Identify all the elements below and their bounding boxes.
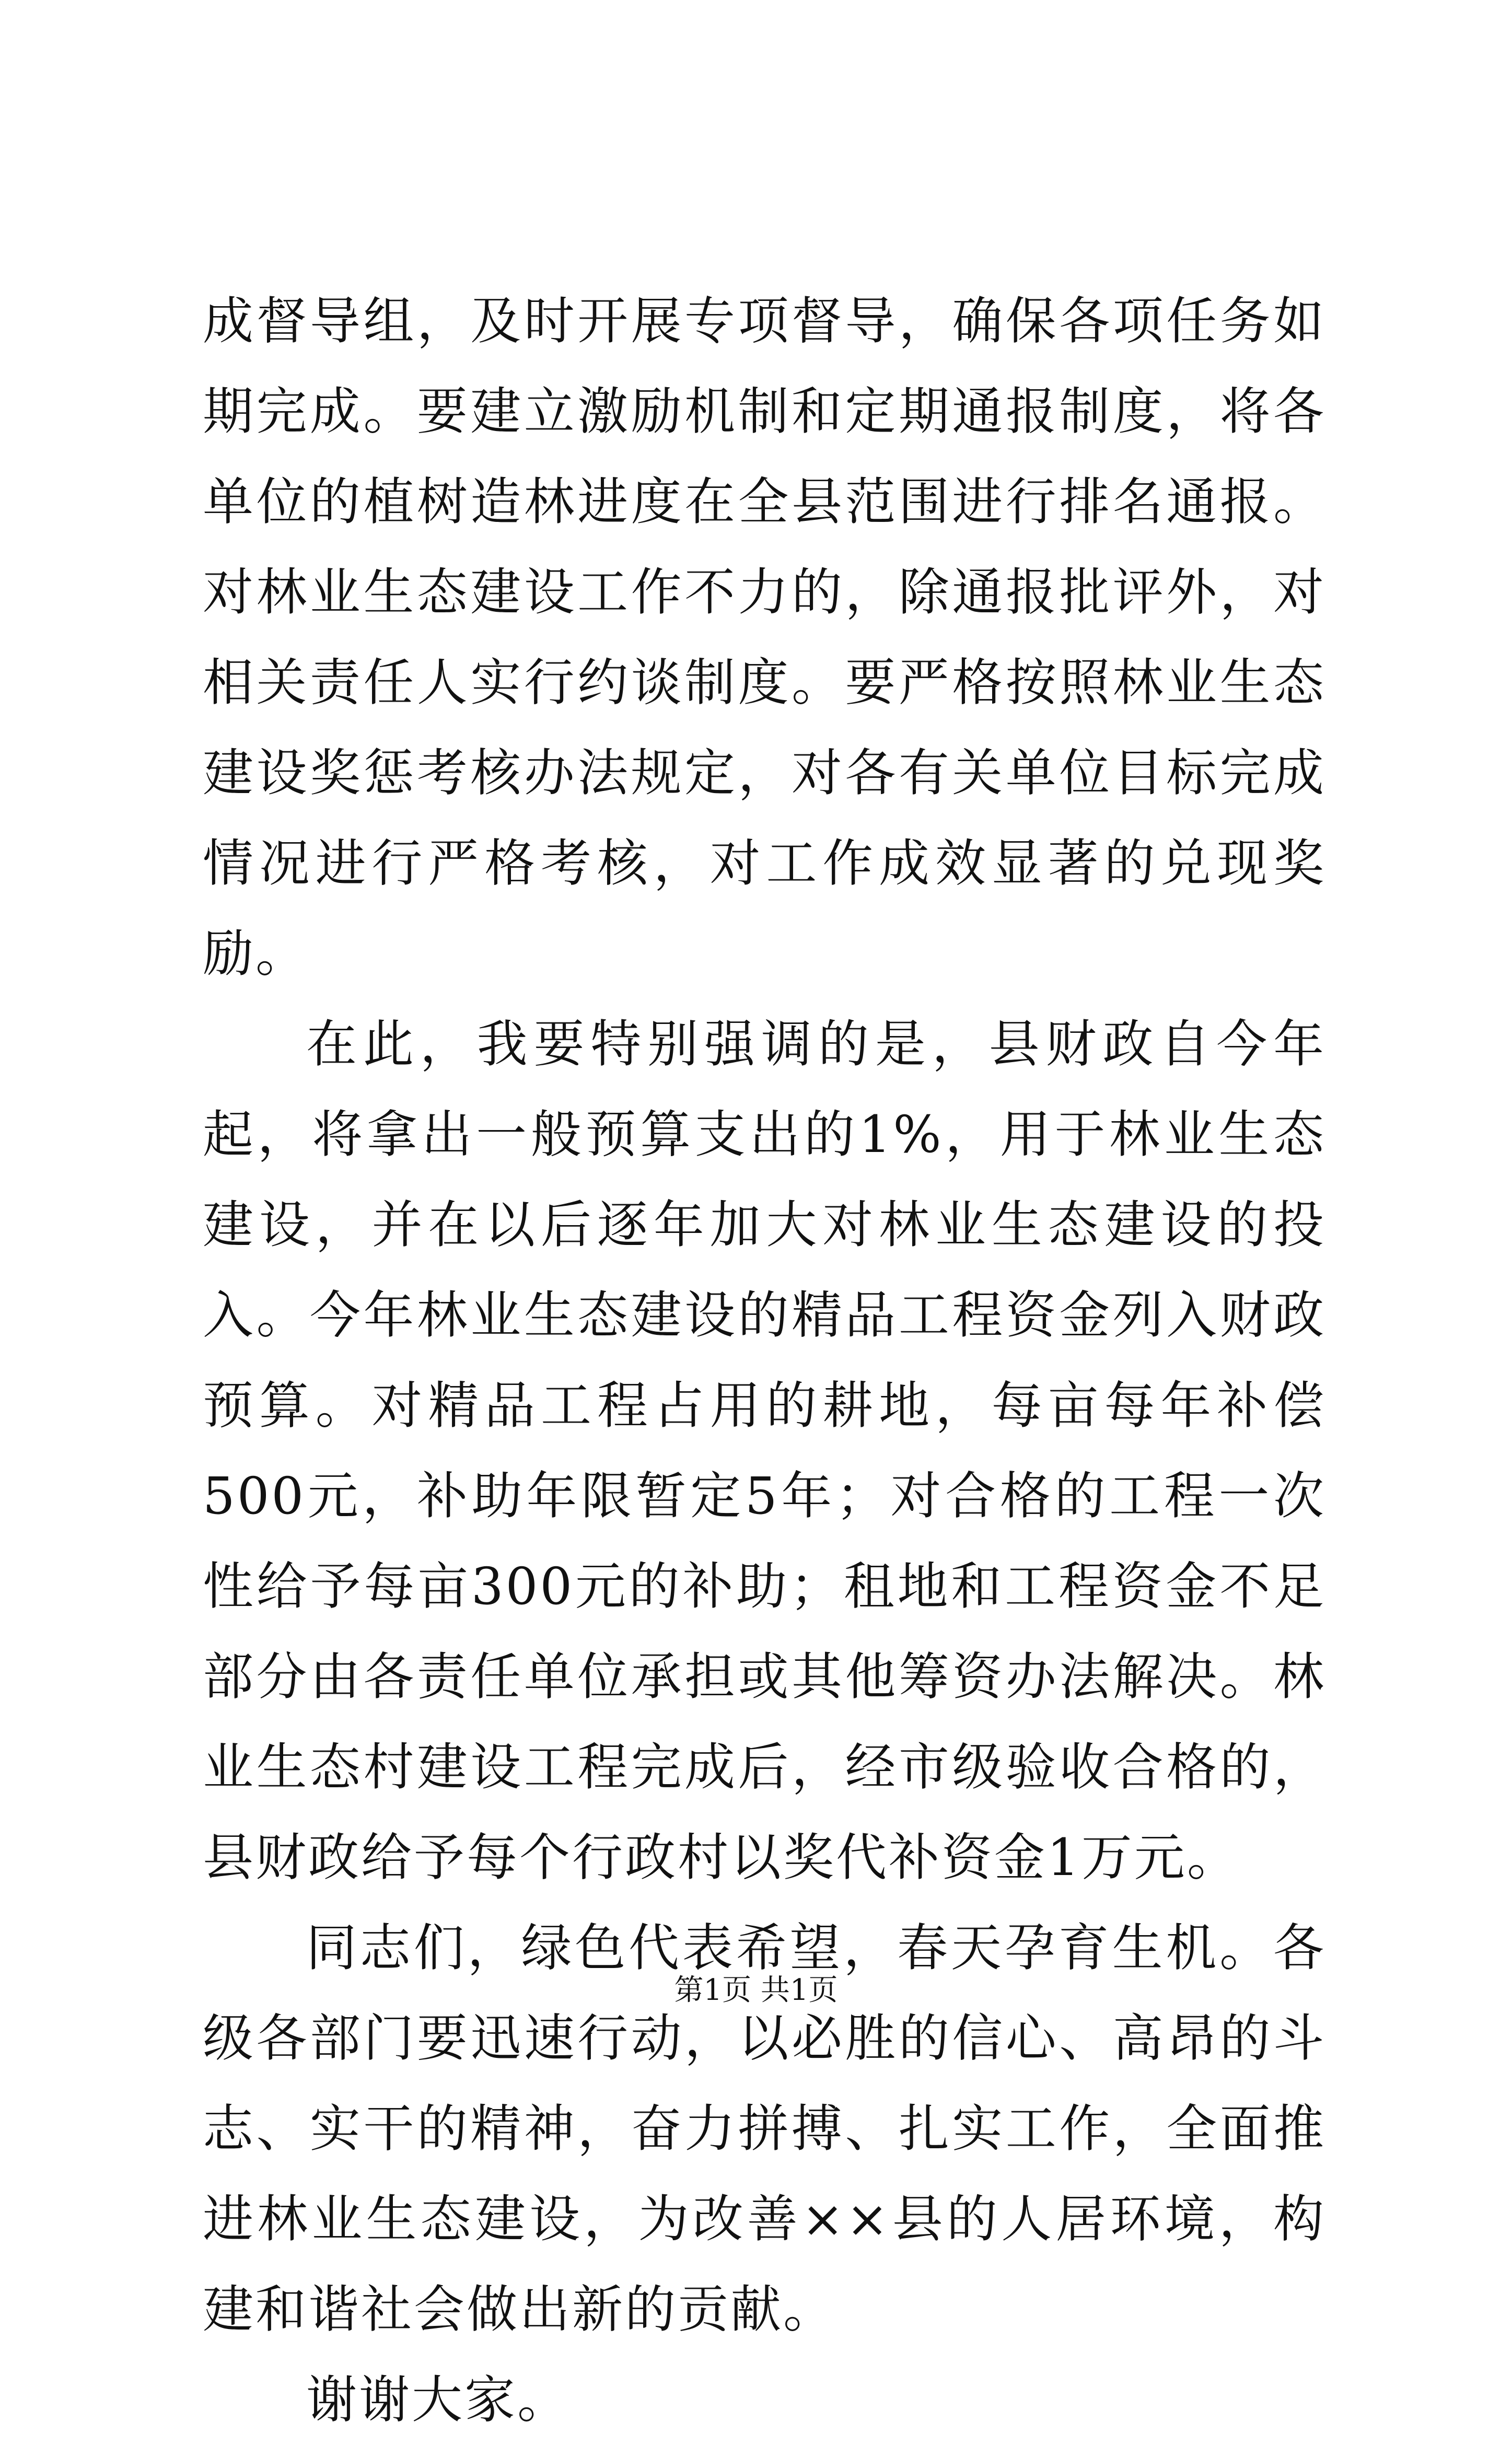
body-text [203, 276, 1326, 2445]
paragraph-funding: 在此，我要特别强调的是，县财政自今年起，将拿出一般预算支出的1%，用于林业生态建设，并在以后逐年加大对林业生态建设的投入。今年林业生态建设的精品工程资金列入财政预算。对精品工程占用的耕地，每亩每年补偿500元，补助年限暂定5年；对合格的工程一次性给予每亩300元的补助；租地和工程资金不足部分由各责任单位承担或其他筹资办法解决。林业生态村建设工程完成后，经市级验收合格的，县财政给予每个行政村以奖代补资金1万元。 [203, 1015, 1326, 1887]
paragraph-continuation: 成督导组，及时开展专项督导，确保各项任务如期完成。要建立激励机制和定期通报制度，将各单位的植树造林进度在全县范围进行排名通报。对林业生态建设工作不力的，除通报批评外，对相关责任人实行约谈制度。要严格按照林业生态建设奖惩考核办法规定，对各有关单位目标完成情况进行严格考核，对工作成效显著的兑现奖励。 [203, 292, 1326, 983]
paragraph-closing: 同志们，绿色代表希望，春天孕育生机。各级各部门要迅速行动，以必胜的信心、高昂的斗志、实干的精神，奋力拼搏、扎实工作，全面推进林业生态建设，为改善××县的人居环境，构建和谐社会做出新的贡献。 [203, 1918, 1326, 2339]
page-footer: 第1页 共1页 [674, 1973, 838, 2007]
paragraph-thanks: 谢谢大家。 [306, 2370, 570, 2429]
